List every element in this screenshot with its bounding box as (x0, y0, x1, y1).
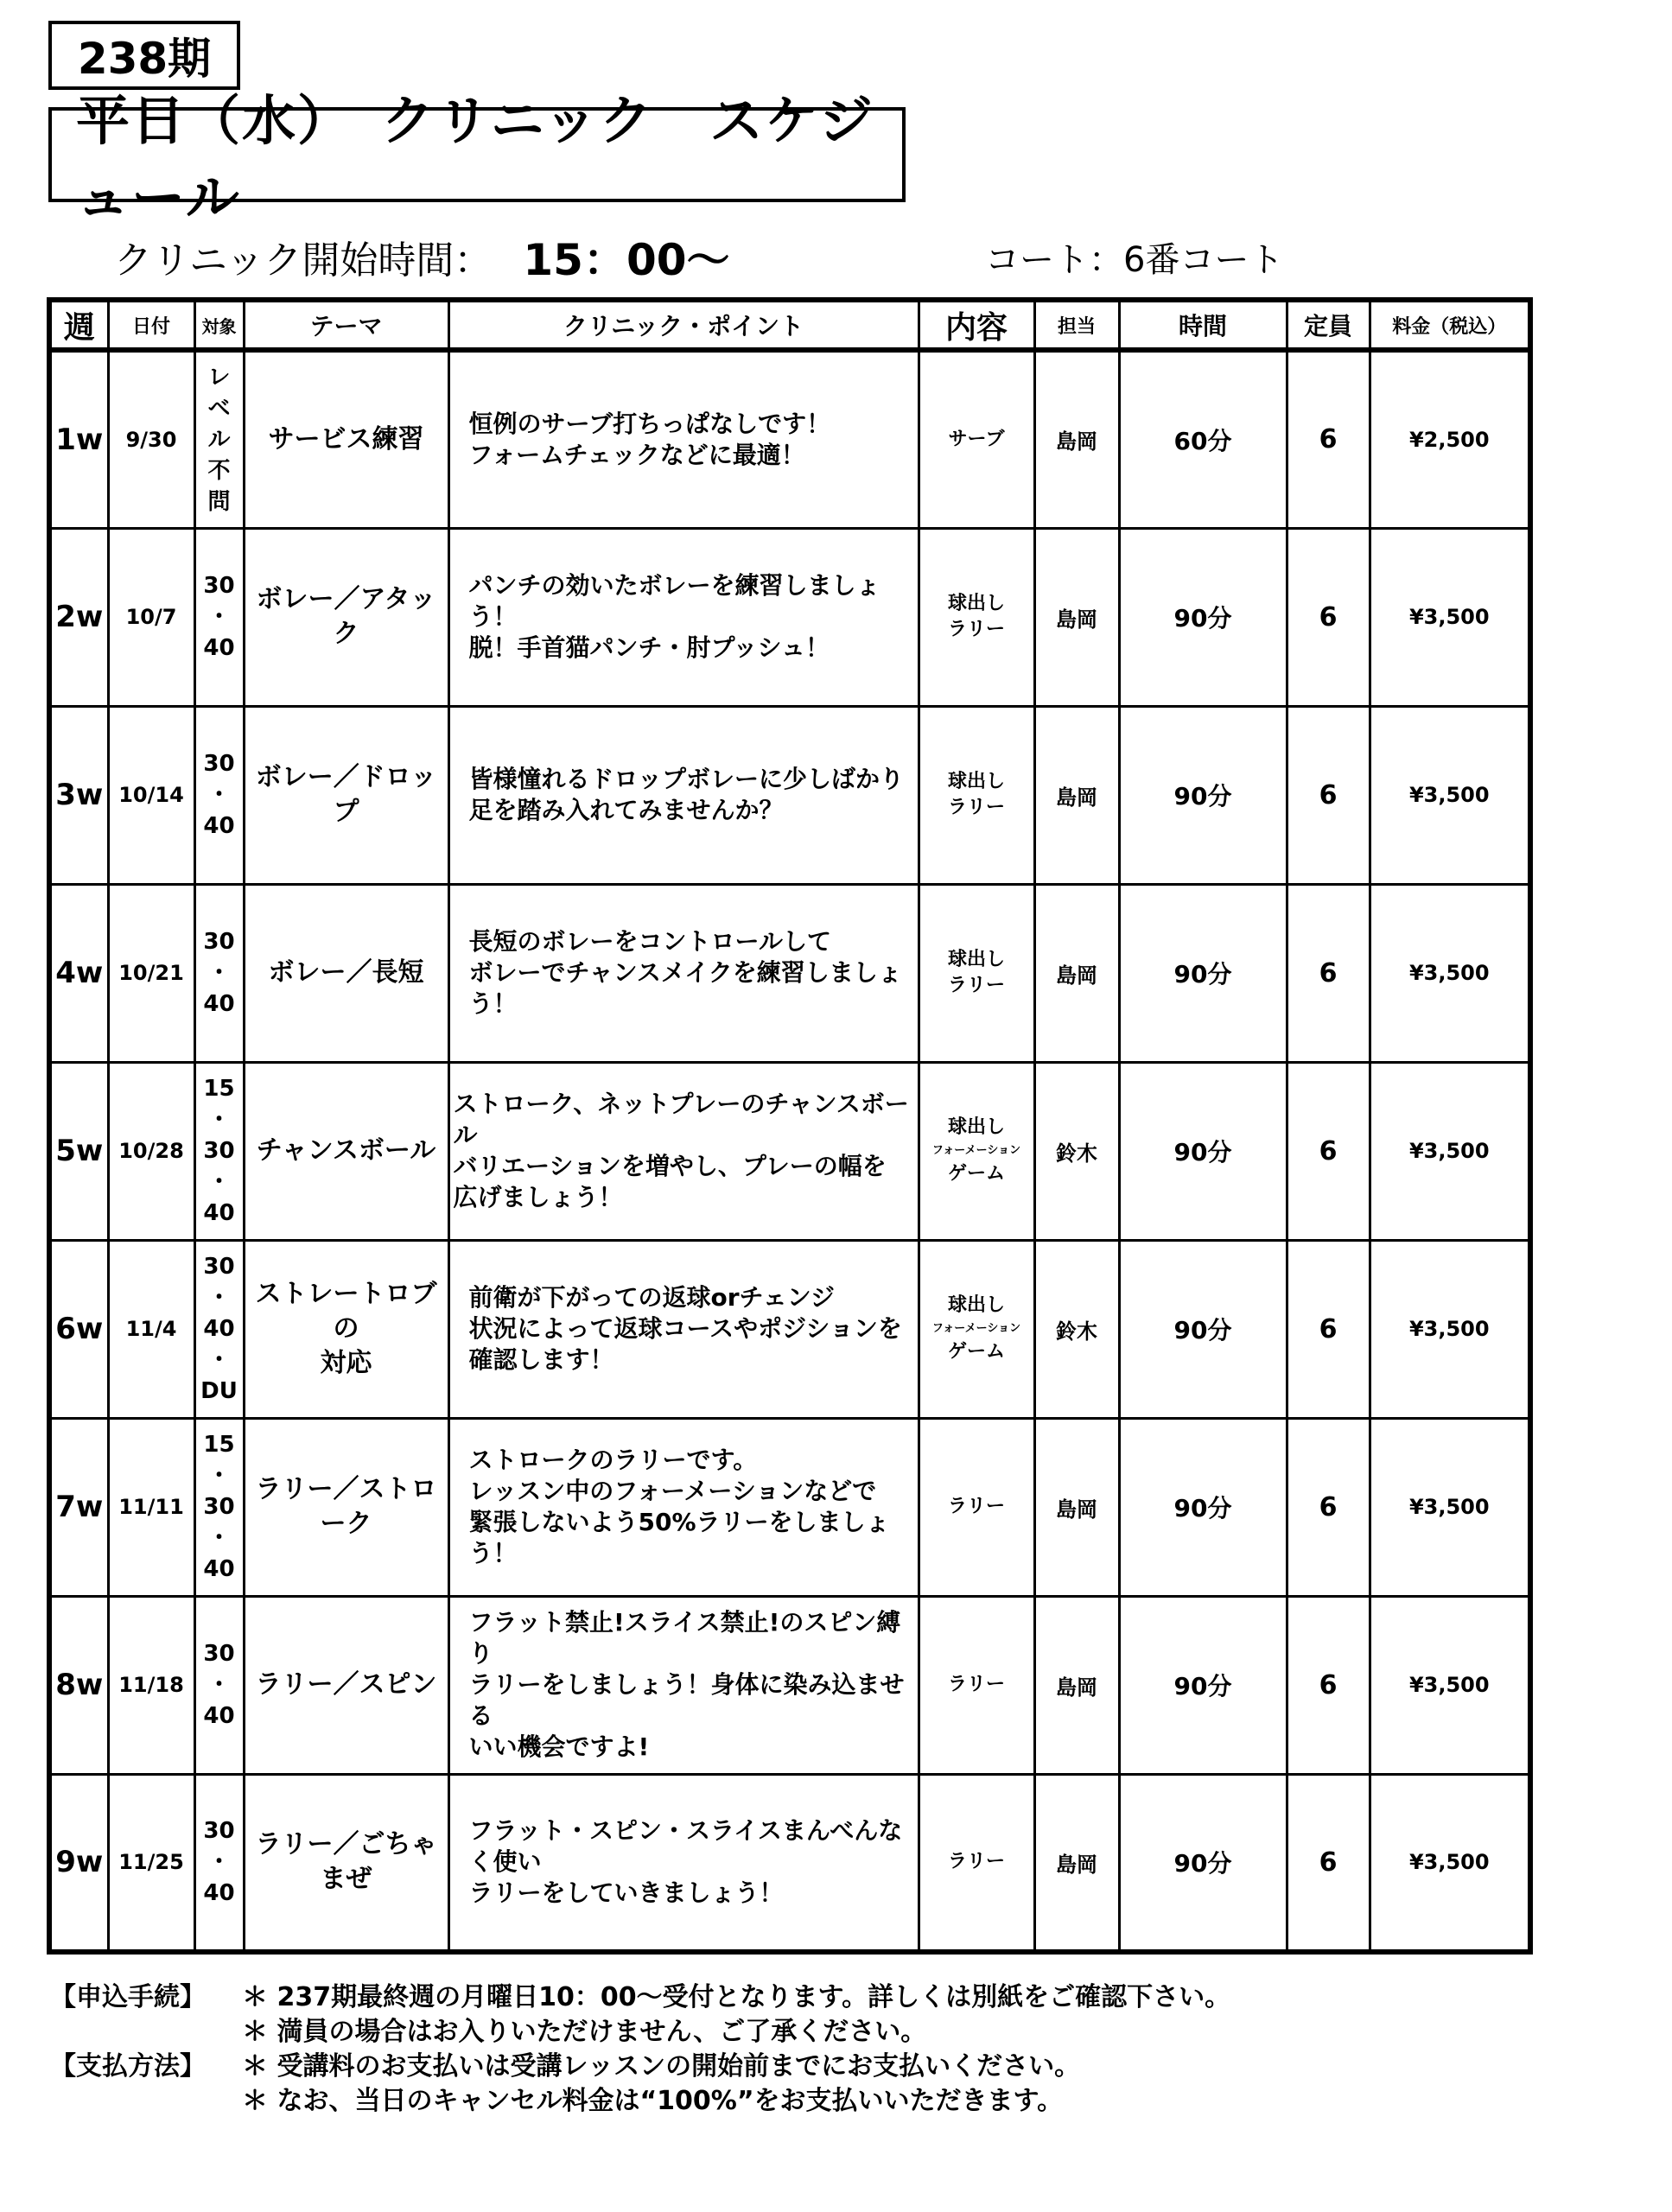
term-label: 238期 (48, 21, 240, 90)
fee-cell: ¥3,500 (1370, 706, 1530, 884)
date-cell: 10/7 (108, 528, 194, 706)
content-cell (919, 1240, 1034, 1418)
staff-cell: 島岡 (1034, 1774, 1119, 1952)
content-line: サーブ (948, 428, 1005, 450)
content-line: 球出し (947, 771, 1005, 792)
content-line: 球出し (947, 1116, 1005, 1138)
clinic-point-line: フォームチェックなどに最適！ (468, 440, 805, 469)
clinic-point-line: 長短のボレーをコントロールして (468, 927, 831, 956)
time-cell: 90分 (1119, 1062, 1287, 1240)
clinic-point-line: ストロークのラリーです。 (468, 1446, 758, 1474)
theme-cell (244, 528, 448, 706)
header-date: 日付 (108, 300, 194, 350)
time-cell: 60分 (1119, 350, 1287, 528)
header-content: 内容 (919, 300, 1034, 350)
page-title: 平日（水） クリニック スケジュール (48, 107, 906, 202)
theme-line: ラリー／ストローク (255, 1474, 437, 1539)
target-cell (194, 1774, 244, 1952)
schedule-body (49, 350, 1530, 1952)
clinic-point-line: フラット・スピン・スライスまんべんなく使い (468, 1816, 903, 1877)
target-line: ・ (207, 604, 231, 630)
table-row (49, 1596, 1530, 1774)
clinic-point-line: フラット禁止!スライス禁止!のスピン縛り (468, 1608, 901, 1668)
fee-cell: ¥3,500 (1370, 1418, 1530, 1596)
theme-line: ラリー／スピン (255, 1669, 437, 1700)
fee-cell: ¥3,500 (1370, 528, 1530, 706)
clinic-point-line: ラリーをしましょう！身体に染み込ませる (468, 1670, 905, 1730)
target-line: 30 (203, 751, 235, 777)
week-cell: 6w (49, 1240, 108, 1418)
clinic-point-line: 前衛が下がっての返球orチェンジ (468, 1283, 836, 1312)
capacity-cell: 6 (1287, 1418, 1370, 1596)
target-line: ・ (207, 960, 231, 986)
target-line: 15 (203, 1076, 235, 1102)
note-line (50, 1980, 1230, 2015)
clinic-point-cell (448, 1596, 919, 1774)
target-line: 30 (203, 1818, 235, 1845)
target-line: 不 (207, 457, 231, 484)
note-label: 【申込手続】 (50, 1982, 206, 2012)
staff-cell: 島岡 (1034, 350, 1119, 528)
table-row (49, 1418, 1530, 1596)
target-line: レ (207, 364, 231, 391)
content-line: フォーメーション (931, 1144, 1021, 1157)
target-cell (194, 1240, 244, 1418)
clinic-point-line: 脱！手首猫パンチ・肘プッシュ！ (468, 633, 830, 662)
clinic-point-line: 緊張しないよう50%ラリーをしましょう！ (468, 1508, 890, 1567)
header-theme: テーマ (244, 300, 448, 350)
target-line: 30 (203, 1138, 235, 1164)
clinic-point-cell (448, 1240, 919, 1418)
target-line: 40 (203, 1316, 235, 1342)
theme-cell (244, 1596, 448, 1774)
capacity-cell: 6 (1287, 1062, 1370, 1240)
court-info: コート：6番コート (985, 239, 1284, 280)
header-capacity: 定員 (1287, 300, 1370, 350)
table-row (49, 528, 1530, 706)
theme-cell (244, 1774, 448, 1952)
target-cell (194, 1596, 244, 1774)
header-staff: 担当 (1034, 300, 1119, 350)
clinic-point-line: 恒例のサーブ打ちっぱなしです！ (468, 409, 831, 438)
clinic-point-line: 足を踏み入れてみませんか？ (468, 796, 784, 824)
target-line: ・ (207, 1672, 231, 1698)
target-line: 30 (203, 1641, 235, 1667)
theme-cell (244, 1062, 448, 1240)
content-cell (919, 1062, 1034, 1240)
start-time-label: クリニック開始時間： (114, 238, 493, 283)
target-line: ・ (207, 1347, 231, 1373)
content-cell (919, 1774, 1034, 1952)
clinic-point-cell (448, 884, 919, 1062)
week-cell: 7w (49, 1418, 108, 1596)
header-point: クリニック・ポイント (448, 300, 919, 350)
time-cell: 90分 (1119, 528, 1287, 706)
clinic-point-line: 状況によって返球コースやポジションを (468, 1314, 902, 1343)
fee-cell: ¥3,500 (1370, 1774, 1530, 1952)
note-line (50, 2015, 1230, 2050)
theme-line: ストレートロブの (255, 1279, 437, 1344)
date-cell: 10/21 (108, 884, 194, 1062)
time-cell: 90分 (1119, 1596, 1287, 1774)
capacity-cell: 6 (1287, 1774, 1370, 1952)
theme-line: サービス練習 (268, 423, 424, 454)
content-line: ラリー (947, 1674, 1005, 1695)
theme-cell (244, 1418, 448, 1596)
week-cell: 9w (49, 1774, 108, 1952)
target-line: 30 (203, 573, 235, 599)
table-row (49, 1774, 1530, 1952)
content-line: ラリー (947, 1851, 1005, 1873)
staff-cell: 島岡 (1034, 1418, 1119, 1596)
note-text: ＊ なお、当日のキャンセル料金は“100%”をお支払いいただきます。 (242, 2086, 1064, 2116)
time-cell: 90分 (1119, 1240, 1287, 1418)
fee-cell: ¥3,500 (1370, 1240, 1530, 1418)
theme-cell (244, 706, 448, 884)
clinic-point-line: パンチの効いたボレーを練習しましょう！ (468, 571, 881, 631)
target-line: ・ (207, 1107, 231, 1133)
header-row (49, 300, 1530, 350)
clinic-point-line: ボレーでチャンスメイクを練習しましょう！ (468, 958, 902, 1018)
theme-line: チャンスボール (256, 1135, 436, 1166)
table-row (49, 350, 1530, 528)
staff-cell: 島岡 (1034, 1596, 1119, 1774)
capacity-cell: 6 (1287, 1240, 1370, 1418)
note-line (50, 2084, 1230, 2119)
week-cell: 1w (49, 350, 108, 528)
table-row (49, 884, 1530, 1062)
content-cell (919, 884, 1034, 1062)
note-text: ＊ 237期最終週の月曜日10：00～受付となります。詳しくは別紙をご確認下さい。 (242, 1982, 1231, 2012)
target-line: ・ (207, 782, 231, 808)
capacity-cell: 6 (1287, 706, 1370, 884)
date-cell: 10/14 (108, 706, 194, 884)
target-line: ル (207, 426, 231, 453)
clinic-point-cell (448, 706, 919, 884)
staff-cell: 鈴木 (1034, 1062, 1119, 1240)
target-line: ・ (207, 1525, 231, 1551)
target-line: 40 (203, 635, 235, 661)
time-cell: 90分 (1119, 1774, 1287, 1952)
capacity-cell: 6 (1287, 1596, 1370, 1774)
clinic-point-cell (448, 1062, 919, 1240)
target-line: ・ (207, 1849, 231, 1876)
target-cell (194, 706, 244, 884)
target-line: 40 (203, 1556, 235, 1582)
clinic-point-cell (448, 528, 919, 706)
target-line: 40 (203, 813, 235, 839)
week-cell: 2w (49, 528, 108, 706)
fee-cell: ¥2,500 (1370, 350, 1530, 528)
content-line: ラリー (947, 797, 1005, 818)
content-line: 球出し (947, 949, 1005, 970)
note-text: ＊ 満員の場合はお入りいただけません、ご了承ください。 (242, 2017, 927, 2047)
staff-cell: 島岡 (1034, 706, 1119, 884)
target-cell (194, 528, 244, 706)
theme-cell (244, 884, 448, 1062)
staff-cell: 島岡 (1034, 528, 1119, 706)
target-line: 40 (203, 1200, 235, 1226)
header-target: 対象 (194, 300, 244, 350)
date-cell: 11/4 (108, 1240, 194, 1418)
header-week: 週 (49, 300, 108, 350)
table-row (49, 1240, 1530, 1418)
target-cell (194, 1062, 244, 1240)
clinic-point-cell (448, 350, 919, 528)
target-line: 15 (203, 1432, 235, 1458)
content-cell (919, 528, 1034, 706)
content-cell (919, 706, 1034, 884)
start-time-value: 15：00～ (523, 235, 730, 285)
week-cell: 4w (49, 884, 108, 1062)
target-line: 30 (203, 1494, 235, 1520)
target-line: DU (200, 1378, 238, 1404)
clinic-point-line: いい機会ですよ! (468, 1732, 650, 1761)
note-label: 【支払方法】 (50, 2051, 206, 2082)
note-line (50, 2050, 1230, 2084)
target-line: 問 (207, 488, 231, 515)
content-cell (919, 350, 1034, 528)
time-cell: 90分 (1119, 884, 1287, 1062)
theme-cell (244, 350, 448, 528)
clinic-point-cell (448, 1418, 919, 1596)
content-line: ゲーム (947, 1341, 1005, 1363)
week-cell: 3w (49, 706, 108, 884)
date-cell: 11/25 (108, 1774, 194, 1952)
note-text: ＊ 受講料のお支払いは受講レッスンの開始前までにお支払いください。 (242, 2051, 1081, 2082)
capacity-cell: 6 (1287, 884, 1370, 1062)
theme-line: ボレー／長短 (268, 957, 424, 988)
date-cell: 11/11 (108, 1418, 194, 1596)
staff-cell: 鈴木 (1034, 1240, 1119, 1418)
schedule-table (47, 297, 1533, 1955)
staff-cell: 島岡 (1034, 884, 1119, 1062)
fee-cell: ¥3,500 (1370, 1596, 1530, 1774)
content-line: 球出し (947, 1294, 1005, 1316)
clinic-point-line: レッスン中のフォーメーションなどで (468, 1477, 877, 1505)
fee-cell: ¥3,500 (1370, 884, 1530, 1062)
target-line: 40 (203, 991, 235, 1017)
table-row (49, 706, 1530, 884)
week-cell: 5w (49, 1062, 108, 1240)
header-time: 時間 (1119, 300, 1287, 350)
note-label (50, 2015, 242, 2050)
time-cell: 90分 (1119, 1418, 1287, 1596)
clinic-point-line: 皆様憧れるドロップボレーに少しばかり (468, 765, 904, 793)
notes (50, 1980, 1230, 2119)
clinic-point-line: 確認します！ (468, 1345, 614, 1374)
week-cell: 8w (49, 1596, 108, 1774)
table-row (49, 1062, 1530, 1240)
date-cell: 11/18 (108, 1596, 194, 1774)
theme-line: ボレー／アタック (256, 584, 436, 649)
clinic-point-cell (448, 1774, 919, 1952)
date-cell: 9/30 (108, 350, 194, 528)
content-cell (919, 1418, 1034, 1596)
target-cell (194, 1418, 244, 1596)
target-cell (194, 350, 244, 528)
content-line: 球出し (947, 593, 1005, 614)
header-fee: 料金（税込） (1370, 300, 1530, 350)
target-line: ・ (207, 1463, 231, 1489)
content-line: ラリー (947, 1496, 1005, 1517)
clinic-point-line: 広げましょう！ (453, 1183, 623, 1211)
target-line: 40 (203, 1703, 235, 1729)
target-line: ・ (207, 1285, 231, 1311)
clinic-point-line: バリエーションを増やし、プレーの幅を (453, 1152, 887, 1180)
target-cell (194, 884, 244, 1062)
theme-line: ラリー／ごちゃまぜ (255, 1829, 437, 1895)
time-cell: 90分 (1119, 706, 1287, 884)
theme-line: ボレー／ドロップ (255, 762, 437, 827)
target-line: ベ (207, 395, 231, 422)
note-label (50, 2084, 242, 2119)
content-line: フォーメーション (931, 1322, 1021, 1335)
target-line: ・ (207, 1169, 231, 1195)
content-line: ラリー (947, 975, 1005, 996)
fee-cell: ¥3,500 (1370, 1062, 1530, 1240)
clinic-point-line: ストローク、ネットプレーのチャンスボール (453, 1090, 909, 1149)
date-cell: 10/28 (108, 1062, 194, 1240)
content-line: ゲーム (947, 1163, 1005, 1185)
target-line: 30 (203, 1254, 235, 1280)
capacity-cell: 6 (1287, 528, 1370, 706)
clinic-point-line: ラリーをしていきましょう！ (468, 1878, 784, 1908)
clinic-start-time (114, 226, 730, 287)
target-line: 40 (203, 1880, 235, 1907)
theme-cell (244, 1240, 448, 1418)
target-line: 30 (203, 929, 235, 955)
capacity-cell: 6 (1287, 350, 1370, 528)
content-line: ラリー (947, 619, 1005, 640)
theme-line: 対応 (320, 1348, 372, 1378)
content-cell (919, 1596, 1034, 1774)
